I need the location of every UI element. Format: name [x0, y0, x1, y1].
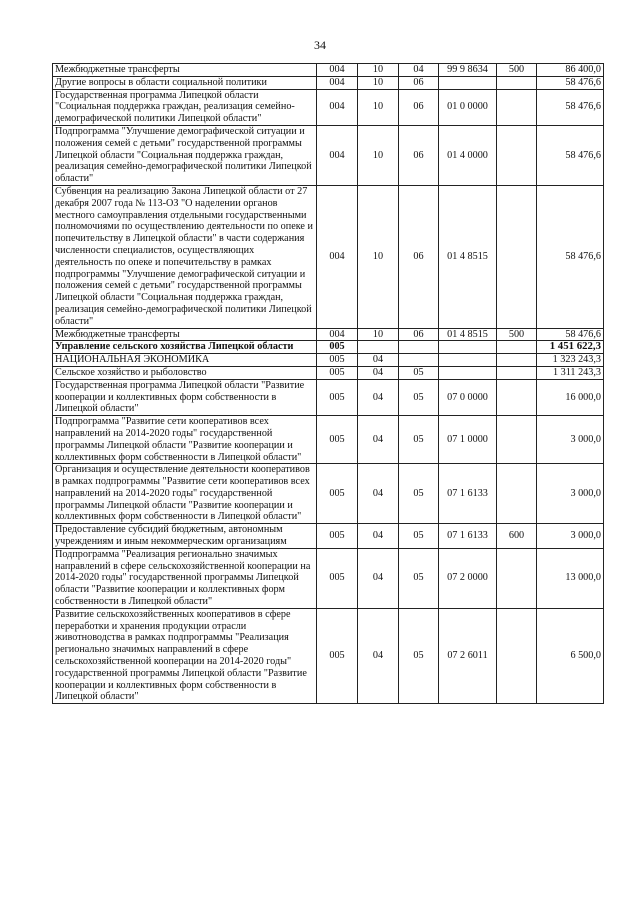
admin-code: 004 — [317, 76, 358, 89]
table-row — [53, 464, 604, 524]
target-article-code — [439, 354, 497, 367]
section-code: 04 — [358, 354, 399, 367]
section-code: 04 — [358, 379, 399, 415]
target-article-code: 07 2 6011 — [439, 608, 497, 703]
item-name: Управление сельского хозяйства Липецкой области — [53, 341, 317, 354]
table-row — [53, 548, 604, 608]
subsection-code: 06 — [399, 328, 439, 341]
subsection-code: 05 — [399, 416, 439, 464]
item-name: Государственная программа Липецкой области "Социальная поддержка граждан, реализация семейно-демографической политики Липецкой области" — [53, 89, 317, 125]
expense-type-code — [497, 89, 537, 125]
target-article-code: 99 9 8634 — [439, 64, 497, 77]
target-article-code: 01 4 8515 — [439, 328, 497, 341]
expense-type-code — [497, 548, 537, 608]
amount: 86 400,0 — [537, 64, 604, 77]
amount: 58 476,6 — [537, 89, 604, 125]
item-name: Подпрограмма "Развитие сети кооперативов всех направлений на 2014-2020 годы" государственной программы Липецкой области "Развитие кооперации и коллективных форм собственности в Липецкой области" — [53, 416, 317, 464]
amount: 58 476,6 — [537, 125, 604, 185]
amount: 3 000,0 — [537, 416, 604, 464]
admin-code: 005 — [317, 608, 358, 703]
expense-type-code — [497, 416, 537, 464]
amount: 1 311 243,3 — [537, 366, 604, 379]
target-article-code: 01 4 8515 — [439, 185, 497, 328]
admin-code: 005 — [317, 366, 358, 379]
item-name: НАЦИОНАЛЬНАЯ ЭКОНОМИКА — [53, 354, 317, 367]
admin-code: 004 — [317, 89, 358, 125]
budget-table — [52, 63, 604, 704]
admin-code: 005 — [317, 416, 358, 464]
expense-type-code — [497, 125, 537, 185]
table-row — [53, 379, 604, 415]
section-code: 04 — [358, 366, 399, 379]
expense-type-code — [497, 354, 537, 367]
expense-type-code — [497, 608, 537, 703]
expense-type-code — [497, 341, 537, 354]
amount: 58 476,6 — [537, 76, 604, 89]
subsection-code: 04 — [399, 64, 439, 77]
subsection-code: 06 — [399, 185, 439, 328]
admin-code: 004 — [317, 64, 358, 77]
item-name: Подпрограмма "Улучшение демографической ситуации и положения семей с детьми" государственной программы Липецкой области "Социальная поддержка граждан, реализация семейно-демографической политики Липецкой области" — [53, 125, 317, 185]
admin-code: 005 — [317, 548, 358, 608]
table-row — [53, 64, 604, 77]
table-row — [53, 89, 604, 125]
section-code: 04 — [358, 548, 399, 608]
admin-code: 005 — [317, 379, 358, 415]
target-article-code: 07 1 0000 — [439, 416, 497, 464]
amount: 6 500,0 — [537, 608, 604, 703]
amount: 3 000,0 — [537, 464, 604, 524]
admin-code: 004 — [317, 185, 358, 328]
section-code: 10 — [358, 76, 399, 89]
table-row — [53, 416, 604, 464]
admin-code: 004 — [317, 328, 358, 341]
section-code: 04 — [358, 416, 399, 464]
section-code — [358, 341, 399, 354]
admin-code: 004 — [317, 125, 358, 185]
table-row — [53, 524, 604, 549]
admin-code: 005 — [317, 524, 358, 549]
subsection-code: 05 — [399, 366, 439, 379]
table-row — [53, 354, 604, 367]
target-article-code — [439, 366, 497, 379]
item-name: Государственная программа Липецкой области "Развитие кооперации и коллективных форм собственности в Липецкой области" — [53, 379, 317, 415]
subsection-code: 06 — [399, 125, 439, 185]
item-name: Развитие сельскохозяйственных кооперативов в сфере переработки и хранения продукции отрасли животноводства в рамках подпрограммы "Реализация регионально значимых направлений в сфере сельскохозяйственной кооперации на 2014-2020 годы" государственной программы Липецкой области "Развитие кооперации и коллективных форм собственности в Липецкой области" — [53, 608, 317, 703]
item-name: Организация и осуществление деятельности кооперативов в рамках подпрограммы "Развитие сети кооперативов всех направлений на 2014-2020 годы" государственной программы Липецкой области "Развитие кооперации и коллективных форм собственности в Липецкой области" — [53, 464, 317, 524]
amount: 13 000,0 — [537, 548, 604, 608]
expense-type-code — [497, 76, 537, 89]
subsection-code — [399, 354, 439, 367]
amount: 58 476,6 — [537, 328, 604, 341]
subsection-code: 06 — [399, 89, 439, 125]
admin-code: 005 — [317, 464, 358, 524]
section-code: 10 — [358, 89, 399, 125]
item-name: Другие вопросы в области социальной политики — [53, 76, 317, 89]
table-row — [53, 185, 604, 328]
target-article-code: 01 0 0000 — [439, 89, 497, 125]
table-row — [53, 76, 604, 89]
table-row — [53, 341, 604, 354]
amount: 3 000,0 — [537, 524, 604, 549]
expense-type-code — [497, 379, 537, 415]
expense-type-code — [497, 185, 537, 328]
subsection-code: 05 — [399, 548, 439, 608]
expense-type-code: 600 — [497, 524, 537, 549]
item-name: Субвенция на реализацию Закона Липецкой области от 27 декабря 2007 года № 113-ОЗ "О наделении органов местного самоуправления отдельными государственными полномочиями по осуществлению деятельности по опеке и попечительству в Липецкой области" в части содержания численности специалистов, осуществляющих деятельность по опеке и попечительству в рамках подпрограммы "Улучшение демографической ситуации и положения семей с детьми" государственной программы Липецкой области "Социальная поддержка граждан, реализация семейно-демографической политики Липецкой области" — [53, 185, 317, 328]
target-article-code: 07 0 0000 — [439, 379, 497, 415]
subsection-code — [399, 341, 439, 354]
amount: 1 451 622,3 — [537, 341, 604, 354]
expense-type-code — [497, 464, 537, 524]
section-code: 10 — [358, 328, 399, 341]
table-row — [53, 328, 604, 341]
subsection-code: 05 — [399, 464, 439, 524]
target-article-code: 07 1 6133 — [439, 464, 497, 524]
item-name: Межбюджетные трансферты — [53, 64, 317, 77]
section-code: 04 — [358, 524, 399, 549]
expense-type-code: 500 — [497, 328, 537, 341]
page-number: 34 — [314, 38, 326, 52]
table-row — [53, 366, 604, 379]
section-code: 04 — [358, 464, 399, 524]
section-code: 10 — [358, 64, 399, 77]
expense-type-code — [497, 366, 537, 379]
admin-code: 005 — [317, 341, 358, 354]
target-article-code: 07 1 6133 — [439, 524, 497, 549]
subsection-code: 06 — [399, 76, 439, 89]
target-article-code: 07 2 0000 — [439, 548, 497, 608]
amount: 1 323 243,3 — [537, 354, 604, 367]
expense-type-code: 500 — [497, 64, 537, 77]
item-name: Предоставление субсидий бюджетным, автономным учреждениям и иным некоммерческим организациям — [53, 524, 317, 549]
subsection-code: 05 — [399, 524, 439, 549]
item-name: Подпрограмма "Реализация регионально значимых направлений в сфере сельскохозяйственной кооперации на 2014-2020 годы" государственной программы Липецкой области "Развитие кооперации и коллективных форм собственности в Липецкой области" — [53, 548, 317, 608]
section-code: 10 — [358, 125, 399, 185]
section-code: 04 — [358, 608, 399, 703]
section-code: 10 — [358, 185, 399, 328]
subsection-code: 05 — [399, 608, 439, 703]
amount: 58 476,6 — [537, 185, 604, 328]
item-name: Межбюджетные трансферты — [53, 328, 317, 341]
item-name: Сельское хозяйство и рыболовство — [53, 366, 317, 379]
table-row — [53, 125, 604, 185]
target-article-code — [439, 341, 497, 354]
admin-code: 005 — [317, 354, 358, 367]
table-row — [53, 608, 604, 703]
target-article-code: 01 4 0000 — [439, 125, 497, 185]
amount: 16 000,0 — [537, 379, 604, 415]
target-article-code — [439, 76, 497, 89]
subsection-code: 05 — [399, 379, 439, 415]
